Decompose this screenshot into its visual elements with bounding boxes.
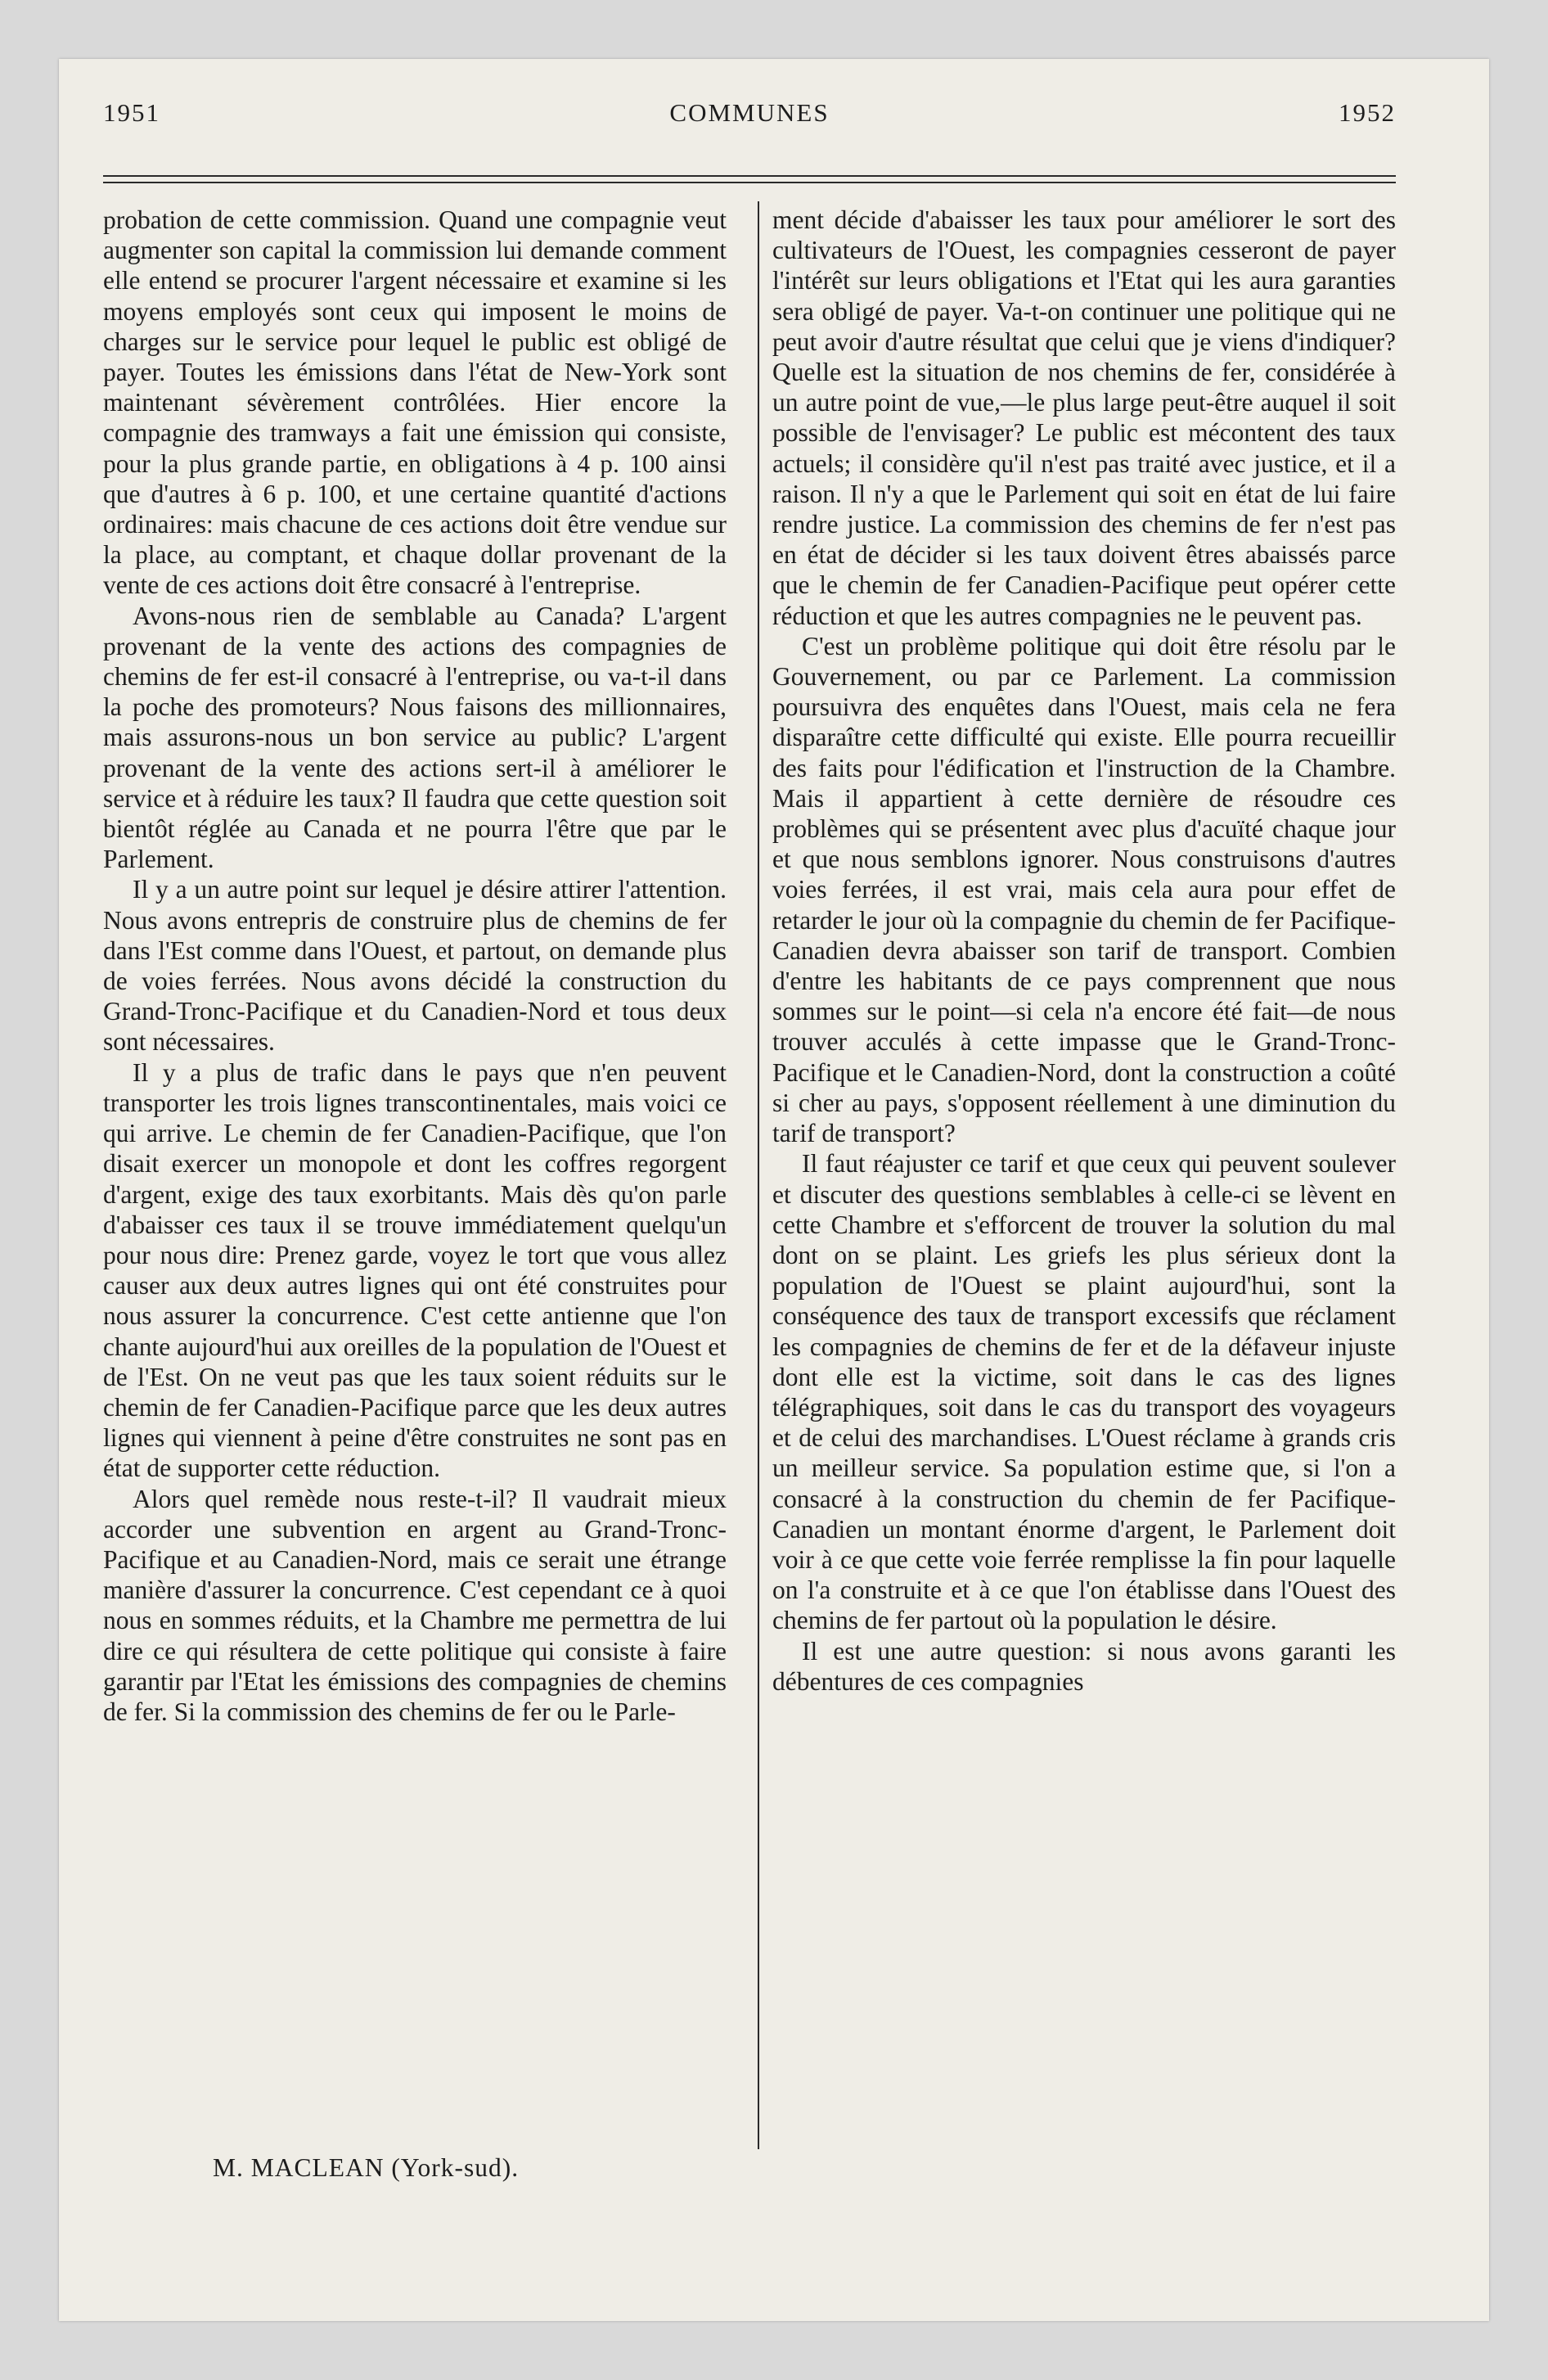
paragraph: probation de cette commission. Quand une compagnie veut augmenter son capital la commission lui demande comment elle entend se procurer l'argent nécessaire et examine si les moyens employés sont ceux qui imposent le moins de charges sur le service pour lequel le public est obligé de payer. Toutes les émissions dans l'état de New-York sont maintenant sévèrement contrôlées. Hier encore la compagnie des tramways a fait une émission qui consiste, pour la plus grande partie, en obligations à 4 p. 100 ainsi que d'autres à 6 p. 100, et une certaine quantité d'actions ordinaires: mais chacune de ces actions doit être vendue sur la place, au comptant, et chaque dollar provenant de la vente de ces actions doit être consacré à l'entreprise.	[103, 205, 727, 600]
left-column	[103, 205, 727, 1727]
column-divider	[758, 201, 759, 2149]
right-column	[772, 205, 1396, 1697]
running-title: COMMUNES	[669, 98, 830, 127]
paragraph: C'est un problème politique qui doit être résolu par le Gouvernement, ou par ce Parlement. La commission poursuivra des enquêtes dans l'Ouest, mais cela ne fera disparaître cette difficulté qui existe. Elle pourra recueillir des faits pour l'édification et l'instruction de la Chambre. Mais il appartient à cette dernière de résoudre ces problèmes qui se présentent avec plus d'acuïté chaque jour et que nous semblons ignorer. Nous construisons d'autres voies ferrées, il est vrai, mais cela aura pour effet de retarder le jour où la compagnie du chemin de fer Pacifique-Canadien devra abaisser son tarif de transport. Combien d'entre les habitants de ce pays comprennent que nous sommes sur le point—si cela n'a encore été fait—de nous trouver acculés à cette impasse que le Grand-Tronc-Pacifique et le Canadien-Nord, dont la construction a coûté si cher au pays, s'opposent réellement à une diminution du tarif de transport?	[772, 631, 1396, 1148]
paragraph: ment décide d'abaisser les taux pour améliorer le sort des cultivateurs de l'Ouest, les compagnies cesseront de payer l'intérêt sur leurs obligations et l'Etat qui les aura garanties sera obligé de payer. Va-t-on continuer une politique qui ne peut avoir d'autre résultat que celui que je viens d'indiquer? Quelle est la situation de nos chemins de fer, considérée à un autre point de vue,—le plus large peut-être auquel il soit possible de l'envisager? Le public est mécontent des taux actuels; il considère qu'il n'est pas traité avec justice, et il a raison. Il n'y a que le Parlement qui soit en état de lui faire rendre justice. La commission des chemins de fer n'est pas en état de décider si les taux doivent êtres abaissés parce que le chemin de fer Canadien-Pacifique peut opérer cette réduction et que les autres compagnies ne le peuvent pas.	[772, 205, 1396, 630]
paragraph: Il faut réajuster ce tarif et que ceux qui peuvent soulever et discuter des questions semblables à celle-ci se lèvent en cette Chambre et s'efforcent de trouver la solution du mal dont on se plaint. Les griefs les plus sérieux dont la population de l'Ouest se plaint aujourd'hui, sont la conséquence des taux de transport excessifs que réclament les compagnies de chemins de fer et de la défaveur injuste dont elle est la victime, soit dans le cas des lignes télégraphiques, soit dans le cas du transport des voyageurs et de celui des marchandises. L'Ouest réclame à grands cris un meilleur service. Sa population estime que, si l'on a consacré à la construction du chemin de fer Pacifique-Canadien un montant énorme d'argent, le Parlement doit voir à ce que cette voie ferrée remplisse la fin pour laquelle on l'a construite et à ce que l'on établisse dans l'Ouest des chemins de fer partout où la population le désire.	[772, 1149, 1396, 1635]
page-number-left: 1951	[103, 98, 160, 127]
page-number-right: 1952	[1339, 98, 1396, 127]
paragraph: Avons-nous rien de semblable au Canada? L'argent provenant de la vente des actions des compagnies de chemins de fer est-il consacré à l'entreprise, ou va-t-il dans la poche des promoteurs? Nous faisons des millionnaires, mais assurons-nous un bon service au public? L'argent provenant de la vente des actions sert-il à améliorer le service et à réduire les taux? Il faudra que cette question soit bientôt réglée au Canada et ne pourra l'être que par le Parlement.	[103, 601, 727, 874]
page-header	[103, 98, 1396, 139]
header-rule-bottom	[103, 182, 1396, 183]
speaker-attribution: M. MACLEAN (York-sud).	[213, 2153, 520, 2182]
paragraph: Il y a un autre point sur lequel je désire attirer l'attention. Nous avons entrepris de construire plus de chemins de fer dans l'Est comme dans l'Ouest, et partout, on demande plus de voies ferrées. Nous avons décidé la construction du Grand-Tronc-Pacifique et du Canadien-Nord et tous deux sont nécessaires.	[103, 875, 727, 1057]
paragraph: Il y a plus de trafic dans le pays que n'en peuvent transporter les trois lignes transcontinentales, mais voici ce qui arrive. Le chemin de fer Canadien-Pacifique, que l'on disait exercer un monopole et dont les coffres regorgent d'argent, exige des taux exorbitants. Mais dès qu'on parle d'abaisser ces taux il se trouve immédiatement quelqu'un pour nous dire: Prenez garde, voyez le tort que vous allez causer aux deux autres lignes qui ont été construites pour nous assurer la concurrence. C'est cette antienne que l'on chante aujourd'hui aux oreilles de la population de l'Ouest et de l'Est. On ne veut pas que les taux soient réduits sur le chemin de fer Canadien-Pacifique parce que les deux autres lignes qui viennent à peine d'être construites ne sont pas en état de supporter cette réduction.	[103, 1057, 727, 1483]
paragraph: Il est une autre question: si nous avons garanti les débentures de ces compagnies	[772, 1636, 1396, 1696]
paragraph: Alors quel remède nous reste-t-il? Il vaudrait mieux accorder une subvention en argent au Grand-Tronc-Pacifique et au Canadien-Nord, mais ce serait une étrange manière d'assurer la concurrence. C'est cependant ce à quoi nous en sommes réduits, et la Chambre me permettra de lui dire ce qui résultera de cette politique qui consiste à faire garantir par l'Etat les émissions des compagnies de chemins de fer. Si la commission des chemins de fer ou le Parle-	[103, 1484, 727, 1726]
header-rule-top	[103, 175, 1396, 177]
